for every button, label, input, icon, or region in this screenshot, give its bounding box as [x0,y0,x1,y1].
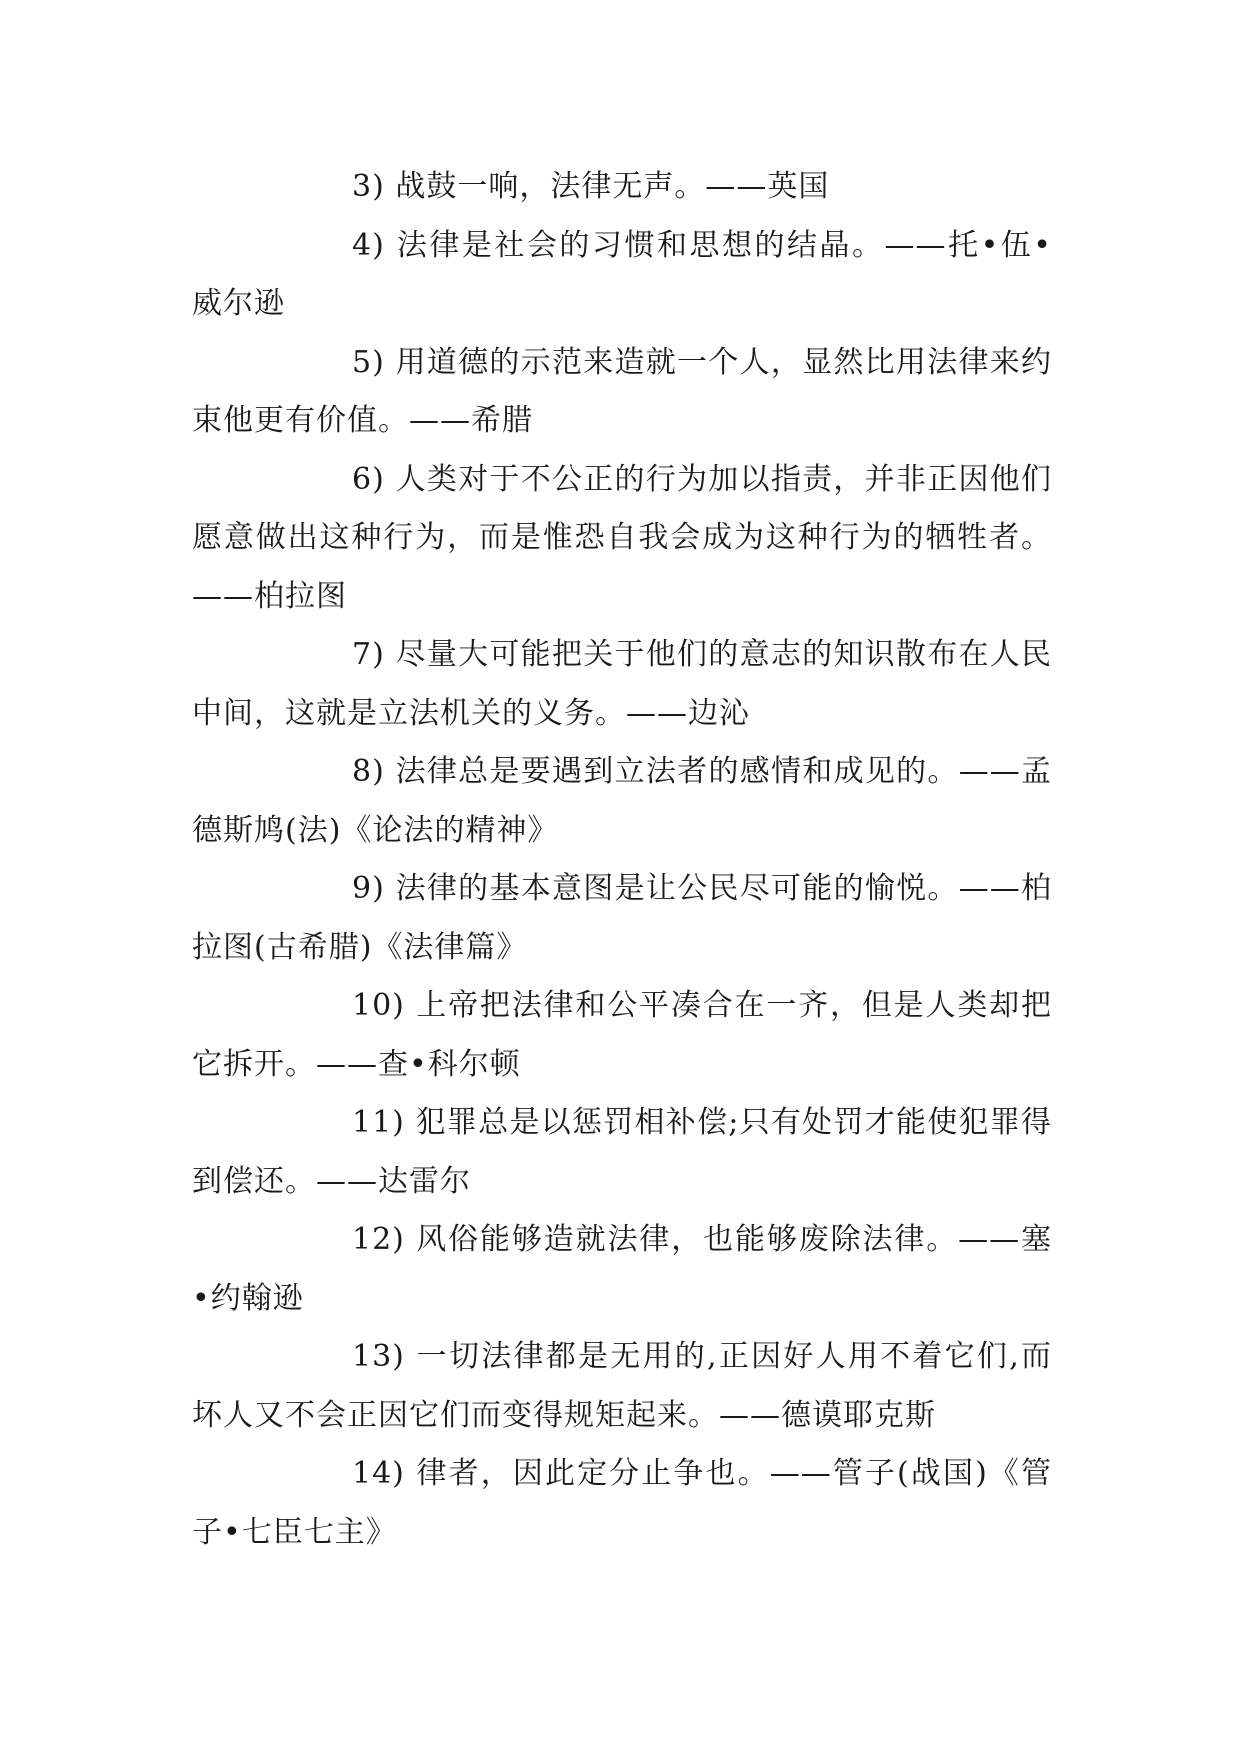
quote-paragraph: 10) 上帝把法律和公平凑合在一齐，但是人类却把它拆开。——查•科尔顿 [192,988,1052,1082]
quote-paragraph: 12) 风俗能够造就法律，也能够废除法律。——塞•约翰逊 [192,1222,1052,1316]
quote-paragraph: 5) 用道德的示范来造就一个人，显然比用法律来约束他更有价值。——希腊 [192,344,1052,438]
quote-paragraph: 3) 战鼓一响，法律无声。——英国 [352,169,830,204]
quote-paragraph: 13) 一切法律都是无用的,正因好人用不着它们,而坏人又不会正因它们而变得规矩起来。——德谟耶克斯 [192,1339,1052,1433]
quote-paragraph: 6) 人类对于不公正的行为加以指责，并非正因他们愿意做出这种行为，而是惟恐自我会成为这种行为的牺牲者。——柏拉图 [192,461,1052,614]
quote-paragraph: 4) 法律是社会的习惯和思想的结晶。——托•伍•威尔逊 [192,227,1052,321]
quote-paragraph: 11) 犯罪总是以惩罚相补偿;只有处罚才能使犯罪得到偿还。——达雷尔 [192,1105,1052,1199]
quote-paragraph: 14) 律者，因此定分止争也。——管子(战国)《管子•七臣七主》 [192,1456,1052,1550]
quote-list [192,158,1052,1562]
quote-paragraph: 9) 法律的基本意图是让公民尽可能的愉悦。——柏拉图(古希腊)《法律篇》 [192,871,1052,965]
quote-paragraph: 8) 法律总是要遇到立法者的感情和成见的。——孟德斯鸠(法)《论法的精神》 [192,754,1052,848]
quote-paragraph: 7) 尽量大可能把关于他们的意志的知识散布在人民中间，这就是立法机关的义务。——边沁 [192,637,1052,731]
